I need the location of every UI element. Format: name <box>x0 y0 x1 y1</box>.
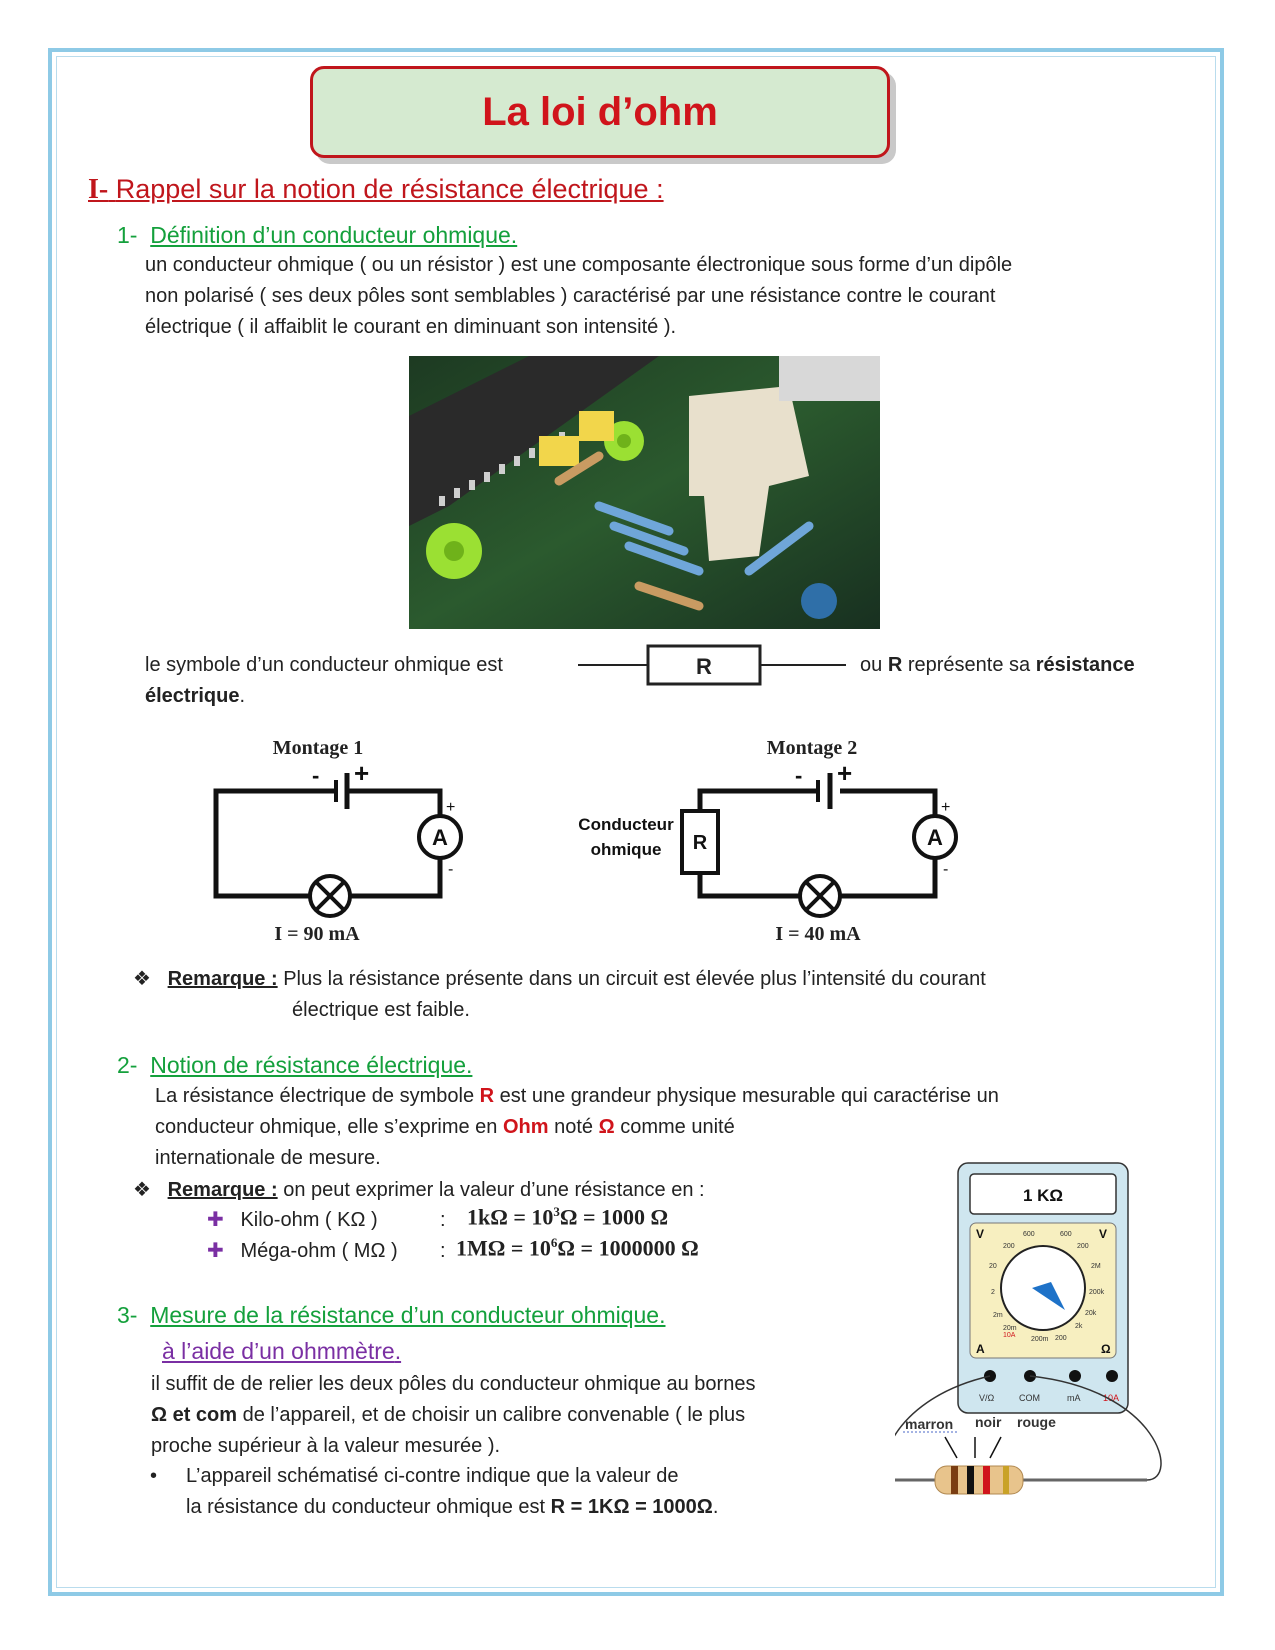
montage-2-title: Montage 2 <box>766 737 858 759</box>
subsection-1-heading <box>117 222 517 249</box>
measure-line-1: il suffit de de relier les deux pôles du conducteur ohmique au bornes <box>151 1373 756 1395</box>
page-title: La loi d’ohm <box>482 89 718 134</box>
range-label: 600 <box>1060 1231 1072 1238</box>
subsection-1-number: 1- <box>117 222 138 248</box>
measure-bullet-line-1: L’appareil schématisé ci-contre indique que la valeur de <box>186 1465 679 1487</box>
montage-1-current: I = 90 mA <box>274 923 360 945</box>
measure-line-2-rest: de l’appareil, et de choisir un calibre convenable ( le plus <box>242 1404 746 1426</box>
terminal-label: 10A <box>1103 1393 1120 1403</box>
omega-label: Ω <box>1101 1342 1111 1356</box>
mega-ohm-label: Méga-ohm ( MΩ ) <box>240 1240 398 1262</box>
mega-formula-a: 1MΩ = 10 <box>456 1235 551 1261</box>
measure-bullet-dot: . <box>712 1496 719 1518</box>
kilo-ohm-formula <box>467 1204 668 1230</box>
battery-minus: - <box>312 763 320 788</box>
measure-line-3: proche supérieur à la valeur mesurée ). <box>151 1435 501 1457</box>
range-label: 2m <box>993 1312 1003 1319</box>
symbol-represents: représente sa <box>907 654 1031 676</box>
remark-1-cont: électrique est faible. <box>292 999 470 1021</box>
symbol-resistance-word: résistance <box>1035 654 1135 676</box>
resistance-line-1a: La résistance électrique de symbole <box>155 1085 475 1107</box>
remark-1-label: Remarque : <box>167 968 278 990</box>
arrow-bullet-icon: ✚ <box>207 1240 224 1262</box>
measure-terminals: Ω et com <box>151 1404 238 1426</box>
band-label-noir: noir <box>975 1414 1002 1430</box>
kilo-formula-a: 1kΩ = 10 <box>467 1204 554 1230</box>
range-label: 200k <box>1089 1289 1105 1296</box>
resistance-line-1b: est une grandeur physique mesurable qui caractérise un <box>499 1085 999 1107</box>
a-label: A <box>976 1342 985 1356</box>
subsection-2-title: Notion de résistance électrique. <box>150 1052 473 1078</box>
section-title: Rappel sur la notion de résistance électrique : <box>115 174 664 204</box>
measure-bullet <box>186 1461 846 1523</box>
terminal-label: mA <box>1067 1393 1081 1403</box>
symbol-explanation-cont <box>145 681 245 712</box>
resistance-line-1 <box>155 1081 1105 1112</box>
terminal-ma <box>1069 1370 1081 1382</box>
definition-paragraph <box>145 250 1145 343</box>
resistance-symbol-r: R <box>479 1085 495 1107</box>
title-banner <box>310 66 890 158</box>
band-noir <box>967 1466 974 1494</box>
battery-minus: - <box>795 763 803 788</box>
v-left-label: V <box>976 1227 985 1241</box>
range-label: 200 <box>1055 1335 1067 1342</box>
subsection-1-title: Définition d’un conducteur ohmique. <box>150 222 518 248</box>
diamond-bullet-icon: ❖ <box>133 968 151 990</box>
terminal-label: V/Ω <box>979 1393 995 1403</box>
svg-text:-: - <box>943 861 949 878</box>
battery-plus: + <box>354 758 370 788</box>
symbol-text: le symbole d’un conducteur ohmique est <box>145 654 503 676</box>
range-label: 20k <box>1085 1310 1097 1317</box>
omega-symbol: Ω <box>598 1116 615 1138</box>
ammeter-label: A <box>927 825 943 850</box>
kilo-formula-b: Ω = 1000 Ω <box>559 1204 669 1230</box>
remark-1 <box>133 964 986 995</box>
conductor-label-line1: Conducteur <box>578 815 674 834</box>
subsection-3-title: Mesure de la résistance d’un conducteur ohmique. <box>150 1302 666 1328</box>
mega-colon: : <box>440 1240 446 1262</box>
resistance-line-2 <box>155 1112 1105 1143</box>
subsection-2-heading <box>117 1052 472 1079</box>
mega-ohm-row <box>207 1236 398 1267</box>
v-right-label: V <box>1099 1227 1108 1241</box>
band-label-marron: marron <box>905 1416 954 1432</box>
range-label: 2M <box>1091 1263 1101 1270</box>
multimeter-diagram <box>895 1160 1175 1515</box>
mega-formula-b: Ω = 1000000 Ω <box>557 1235 699 1261</box>
subsection-3-subtitle <box>162 1338 401 1365</box>
terminal-label: COM <box>1019 1393 1040 1403</box>
remark-2 <box>133 1175 705 1206</box>
mega-ohm-formula <box>456 1235 699 1261</box>
measure-line-2 <box>151 1400 871 1431</box>
conductor-label-line2: ohmique <box>590 840 662 859</box>
range-label: 2 <box>991 1289 995 1296</box>
kilo-colon: : <box>440 1209 446 1231</box>
montage-1-title: Montage 1 <box>272 737 364 759</box>
resistor-symbol <box>578 642 846 688</box>
svg-text:-: - <box>448 861 454 878</box>
definition-line: non polarisé ( ses deux pôles sont semblables ) caractérisé par une résistance contre le courant <box>145 285 996 307</box>
symbol-electrique-word: électrique <box>145 685 240 707</box>
symbol-dot: . <box>239 685 246 707</box>
subsection-3-number: 3- <box>117 1302 138 1328</box>
range-label: 200m <box>1031 1336 1049 1343</box>
range-label: 200 <box>1077 1243 1089 1250</box>
kilo-ohm-label: Kilo-ohm ( KΩ ) <box>240 1209 378 1231</box>
ammeter-label: A <box>432 825 448 850</box>
remark-1-text: Plus la résistance présente dans un circuit est élevée plus l’intensité du courant <box>283 968 986 990</box>
band-marron <box>951 1466 958 1494</box>
montage-2-diagram <box>560 728 980 948</box>
kilo-exponent: 3 <box>553 1204 560 1219</box>
resistor-label: R <box>696 654 712 679</box>
arrow-bullet-icon: ✚ <box>207 1209 224 1231</box>
multimeter-display-value: 1 KΩ <box>1022 1186 1064 1205</box>
band-rouge <box>983 1466 990 1494</box>
measure-paragraph <box>151 1369 871 1462</box>
remark-2-label: Remarque : <box>167 1179 278 1201</box>
subsection-3-heading <box>117 1302 665 1329</box>
measure-result: R = 1KΩ = 1000Ω <box>550 1496 713 1518</box>
band-label-rouge: rouge <box>1017 1414 1056 1430</box>
symbol-or: ou <box>860 654 883 676</box>
battery-plus: + <box>837 758 853 788</box>
resistance-line-3: internationale de mesure. <box>155 1147 381 1169</box>
terminal-10a <box>1106 1370 1118 1382</box>
mega-exponent: 6 <box>550 1235 558 1250</box>
remark-2-text: on peut exprimer la valeur d’une résistance en : <box>283 1179 705 1201</box>
subsection-2-number: 2- <box>117 1052 138 1078</box>
resistance-line-2b: noté <box>554 1116 594 1138</box>
resistor-photo <box>935 1466 1023 1494</box>
diamond-bullet-icon: ❖ <box>133 1179 151 1201</box>
section-number: I- <box>88 174 109 205</box>
symbol-r: R <box>887 654 903 676</box>
bullet-dot-icon: • <box>150 1465 158 1487</box>
ohm-unit: Ohm <box>502 1116 549 1138</box>
resistance-line-2a: conducteur ohmique, elle s’exprime en <box>155 1116 498 1138</box>
range-label: 20 <box>989 1263 997 1270</box>
definition-line: électrique ( il affaiblit le courant en diminuant son intensité ). <box>145 316 677 338</box>
symbol-explanation <box>860 650 1135 681</box>
range-label: 10A <box>1003 1332 1016 1339</box>
section-heading <box>88 174 664 206</box>
montage-2-resistor-label: R <box>692 832 708 854</box>
band-gold <box>1003 1466 1009 1494</box>
range-label: 200 <box>1003 1243 1015 1250</box>
svg-text:+: + <box>941 799 951 816</box>
subsection-3-subtitle-dot: . <box>394 1338 402 1364</box>
resistance-line-2c: comme unité <box>620 1116 735 1138</box>
subsection-3-subtitle-text: à l’aide d’un ohmmètre <box>162 1338 395 1364</box>
montage-2-current: I = 40 mA <box>775 923 861 945</box>
range-label: 20m <box>1003 1325 1017 1332</box>
circuit-board-photo <box>409 356 880 629</box>
range-label: 600 <box>1023 1231 1035 1238</box>
svg-text:+: + <box>446 799 456 816</box>
range-label: 2k <box>1075 1323 1083 1330</box>
definition-line: un conducteur ohmique ( ou un résistor ) est une composante électronique sous forme d’un dipôle <box>145 254 1013 276</box>
measure-bullet-line-2a: la résistance du conducteur ohmique est <box>186 1496 546 1518</box>
montage-1-diagram <box>200 728 490 948</box>
measure-bullet-line-2 <box>186 1492 846 1523</box>
kilo-ohm-row <box>207 1205 378 1236</box>
